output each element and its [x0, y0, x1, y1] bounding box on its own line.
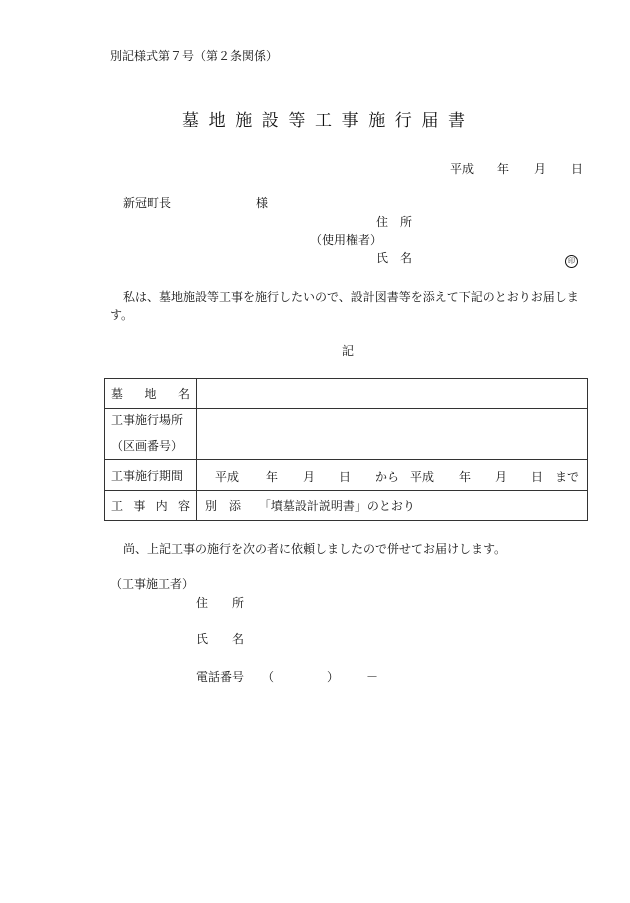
table-row — [105, 491, 588, 521]
period-start-month: 月 — [303, 470, 316, 484]
applicant-role-label: （使用権者） — [310, 233, 383, 247]
label-char: 容 — [177, 499, 190, 513]
applicant-name-label: 氏 名 — [376, 251, 413, 265]
period-end-day: 日 — [531, 470, 544, 484]
document-title: 墓地施設等工事施行届書 — [182, 111, 475, 131]
period-from: から — [375, 470, 400, 484]
label-char: 墓 — [111, 387, 124, 401]
addressee-honorific: 様 — [256, 196, 269, 210]
contractor-name-label: 氏 名 — [196, 632, 245, 646]
phone-dash: － — [366, 670, 379, 684]
label-cemetery-name-text — [111, 385, 190, 402]
construction-table — [104, 378, 588, 521]
label-work-content-text — [111, 497, 190, 514]
ki-heading: 記 — [342, 344, 355, 358]
phone-open-paren: （ — [262, 670, 275, 684]
body-paragraph-line1: 私は、墓地施設等工事を施行したいので、設計図書等を添えて下記のとおりお届しま — [123, 290, 579, 304]
body-paragraph-line2: す。 — [110, 308, 134, 322]
value-work-period — [197, 460, 588, 491]
label-char: 内 — [155, 499, 168, 513]
addressee-office: 新冠町長 — [123, 196, 172, 210]
table-row — [105, 409, 588, 460]
value-design-doc: 「墳墓設計説明書」のとおり — [258, 499, 415, 513]
label-char: 名 — [177, 387, 190, 401]
date-day-label: 日 — [571, 162, 584, 176]
value-cemetery-name — [197, 379, 588, 409]
date-month-label: 月 — [534, 162, 547, 176]
label-plot-number: （区画番号） — [111, 439, 184, 453]
label-work-content — [105, 491, 197, 521]
period-start-day: 日 — [339, 470, 352, 484]
label-work-place-text: 工事施行場所 — [111, 413, 184, 427]
label-cemetery-name — [105, 379, 197, 409]
value-attachment: 別 添 — [205, 499, 242, 513]
value-work-content — [197, 491, 588, 521]
date-year-label: 年 — [497, 162, 510, 176]
period-start-year: 年 — [266, 470, 279, 484]
seal-icon: 印 — [565, 255, 578, 268]
label-work-period: 工事施行期間 — [105, 460, 197, 491]
label-char: 工 — [111, 499, 124, 513]
table-row — [105, 379, 588, 409]
value-work-place — [197, 409, 588, 460]
phone-label: 電話番号 — [196, 670, 245, 684]
period-until: まで — [555, 470, 580, 484]
label-work-place — [105, 409, 197, 460]
contractor-heading: （工事施工者） — [110, 577, 195, 591]
label-char: 事 — [133, 499, 146, 513]
contractor-address-label: 住 所 — [196, 596, 245, 610]
phone-close-paren: ） — [327, 670, 340, 684]
period-end-year: 年 — [459, 470, 472, 484]
applicant-address-label: 住 所 — [376, 215, 413, 229]
contractor-note: 尚、上記工事の施行を次の者に依頼しましたので併せてお届けします。 — [123, 542, 507, 556]
date-era: 平成 — [450, 162, 475, 176]
label-char: 地 — [144, 387, 157, 401]
seal-mark — [565, 252, 578, 268]
period-start-era: 平成 — [215, 470, 240, 484]
form-number: 別記様式第７号（第２条関係） — [110, 49, 279, 63]
period-end-era: 平成 — [410, 470, 435, 484]
table-row — [105, 460, 588, 491]
period-end-month: 月 — [495, 470, 508, 484]
